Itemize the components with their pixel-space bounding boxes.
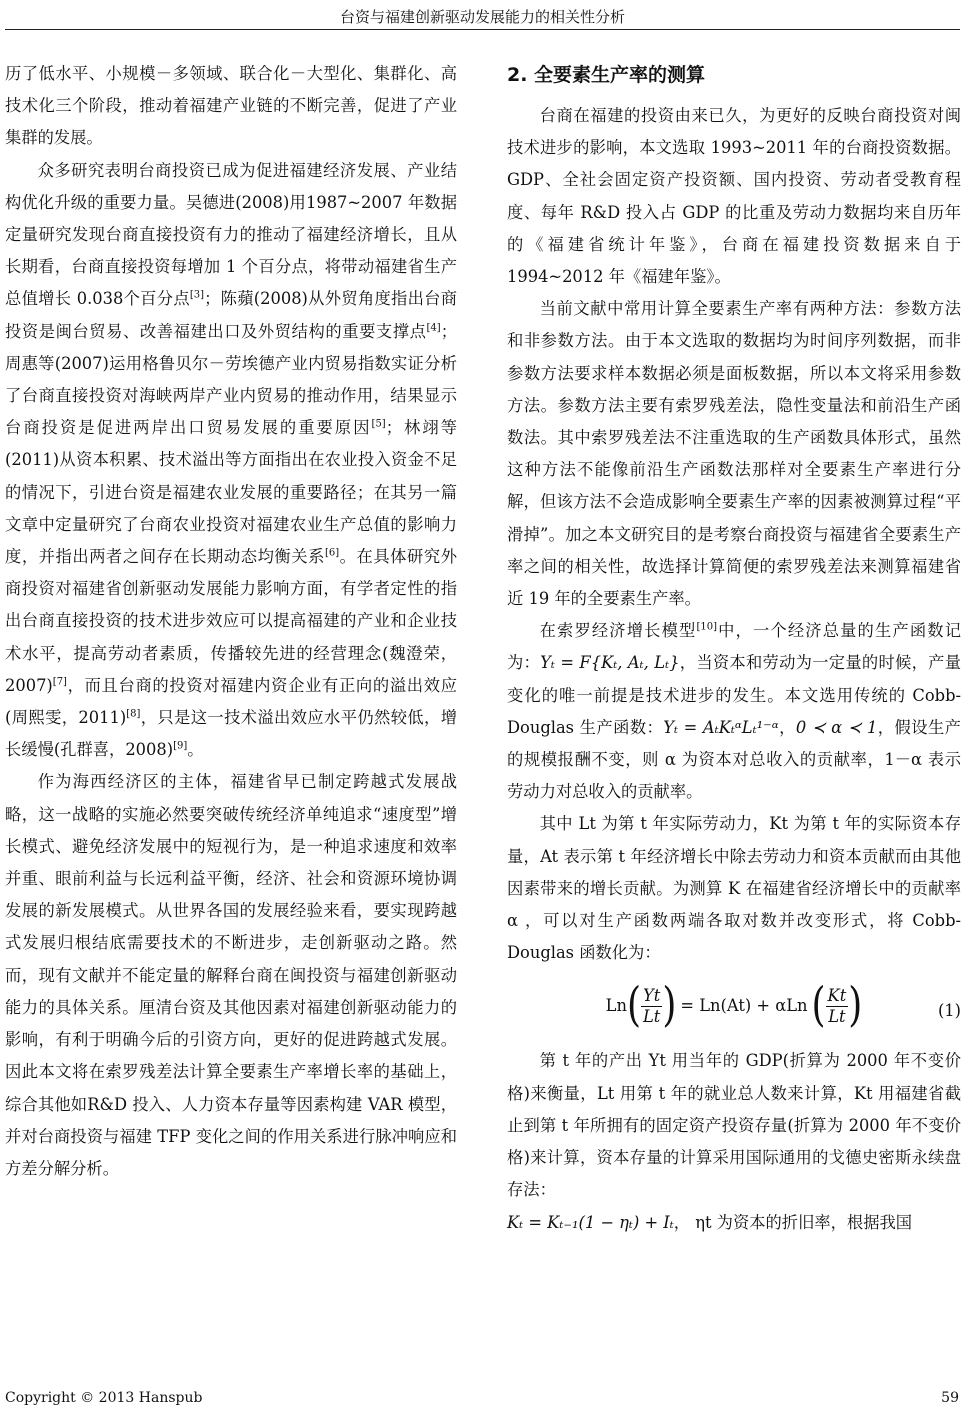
text-span: 中，一个经济总量的生产函数记为：	[507, 621, 961, 673]
denominator: Lt	[643, 1006, 661, 1026]
text-span: 。在具体研究外商投资对福建省创新驱动发展能力影响方面，有学者定性的指出台商直接投资的技术进步效应可以提高福建的产业和企业技术水平，提高劳动者素质，传播较先进的经营理念(魏澄荣，2007)	[5, 547, 457, 695]
page-number: 59	[941, 1390, 959, 1406]
text-span: ， ηt 为资本的折旧率，根据我国	[673, 1212, 913, 1232]
text-span: ，而且台商的投资对福建内资企业有正向的溢出效应(周熙雯，2011)	[5, 675, 457, 728]
paragraph: 作为海西经济区的主体，福建省早已制定跨越式发展战略，这一战略的实施必然要突破传统经济单纯追求“速度型”增长模式、避免经济发展中的短视行为，是一种追求速度和效率并重、眼前利益与长远利益平衡，经济、社会和资源环境协调发展的新发展模式。从世界各国的发展经验来看，要实现跨越式发展归根结底需要技术的不断进步，走创新驱动之路。然而，现有文献并不能定量的解释台商在闽投资与福建创新驱动能力的具体关系。厘清台资及其他因素对福建创新驱动能力的影响，有利于明确今后的引资方向，更好的促进跨越式发展。因此本文将在索罗残差法计算全要素生产率增长率的基础上，综合其他如R&D 投入、人力资本存量等因素构建 VAR 模型，并对台商投资与福建 TFP 变化之间的作用关系进行脉冲响应和方差分解分析。	[5, 772, 457, 1178]
citation: [4]	[426, 322, 441, 334]
inline-formula: Yₜ = AₜKₜᵅLₜ¹⁻ᵅ	[663, 717, 779, 737]
fraction	[826, 986, 849, 1027]
paragraph: 其中 Lt 为第 t 年实际劳动力，Kt 为第 t 年的实际资本存量，At 表示第 t 年经济增长中除去劳动力和资本贡献而由其他因素带来的增长贡献。为测算 K 在福建省经济增长中的贡献率 α ，可以对生产函数两端各取对数并改变形式，将 Cobb-Douglas 函数化为：	[507, 814, 961, 963]
eq-ln: Ln	[605, 996, 627, 1016]
running-header: 台资与福建创新驱动发展能力的相关性分析	[339, 8, 625, 26]
text-span: ，假设生产的规模报酬不变，则 α 为资本对总收入的贡献率，1－α 表示劳动力对总收入的贡献率。	[507, 717, 961, 802]
equation-number: (1)	[937, 1001, 961, 1021]
inline-formula: Kₜ = Kₜ₋₁(1 − ηₜ) + Iₜ	[507, 1212, 674, 1232]
right-column	[507, 58, 961, 1239]
left-paren: (	[811, 979, 826, 1033]
paragraph: 台商在福建的投资由来已久，为更好的反映台商投资对闽技术进步的影响，本文选取 1993~2011 年的台商投资数据。GDP、全社会固定资产投资额、国内投资、劳动者受教育程度、每年 R&D 投入占 GDP 的比重及劳动力数据均来自历年的《福建省统计年鉴》，台商在福建投资数据来自于 1994~2012 年《福建年鉴》。	[507, 106, 961, 287]
citation: [3]	[189, 290, 205, 301]
text-span: ；周惠等(2007)运用格鲁贝尔－劳埃德产业内贸易指数实证分析了台商直接投资对海峡两岸产业内贸易的推动作用，结果显示台商投资是促进两岸出口贸易发展的重要原因	[5, 321, 457, 438]
inline-formula: Yₜ = F{Kₜ, Aₜ, Lₜ}	[540, 653, 680, 673]
left-paren: (	[626, 979, 642, 1033]
eq-middle: = Ln(At) + αLn	[680, 996, 808, 1016]
right-paren: )	[848, 979, 863, 1033]
inline-formula: 0 ≺ α ≺ 1	[795, 717, 878, 737]
text-span: 众多研究表明台商投资已成为促进福建经济发展、产业结构优化升级的重要力量。吴德进(2008)用1987~2007 年数据定量研究发现台商直接投资有力的推动了福建经济增长，且从长期看，台商直接投资每增加 1 个百分点，将带动福建省生产总值增长 0.038个百分点	[5, 160, 457, 309]
right-paren: )	[662, 979, 677, 1033]
paragraph	[5, 155, 457, 767]
text-span: ，当资本和劳动为一定量的时候，产量变化的唯一前提是技术进步的发生。本文选用传统的 Cobb-Douglas 生产函数：	[507, 653, 961, 737]
text-span: ；陈蘋(2008)从外贸角度指出台商投资是闽台贸易、改善福建出口及外贸结构的重要支撑点	[5, 289, 457, 341]
text-span: ，	[778, 717, 796, 737]
citation: [7]	[52, 676, 67, 688]
citation: [10]	[696, 621, 717, 633]
denominator: Lt	[828, 1006, 846, 1026]
numerator: Yt	[643, 985, 661, 1005]
text-span: 在索罗经济增长模型	[539, 621, 697, 641]
header-rule	[5, 29, 960, 30]
paragraph: 历了低水平、小规模－多领域、联合化－大型化、集群化、高技术化三个阶段，推动着福建产业链的不断完善，促进了产业集群的发展。	[5, 64, 457, 148]
text-span: 。	[187, 740, 204, 760]
paragraph: 当前文献中常用计算全要素生产率有两种方法：参数方法和非参数方法。由于本文选取的数据均为时间序列数据，而非参数方法要求样本数据必须是面板数据，所以本文将采用参数方法。参数方法主要有索罗残差法，隐性变量法和前沿生产函数法。其中索罗残差法不注重选取的生产函数具体形式，虽然这种方法不能像前沿生产函数法那样对全要素生产率进行分解，但该方法不会造成影响全要素生产率的因素被测算过程“平滑掉”。加之本文研究目的是考察台商投资与福建省全要素生产率之间的相关性，故选择计算简便的索罗残差法来测算福建省近 19 年的全要素生产率。	[507, 299, 961, 609]
paragraph: 第 t 年的产出 Yt 用当年的 GDP(折算为 2000 年不变价格)来衡量，Lt 用第 t 年的就业总人数来计算，Kt 用福建省截止到第 t 年所拥有的固定资产投资存量(折算为 2000 年不变价格)来计算，资本存量的计算采用国际通用的戈德史密斯永续盘存法：	[507, 1051, 961, 1200]
paragraph	[507, 1207, 961, 1239]
paragraph	[507, 615, 961, 808]
section-heading: 2. 全要素生产率的测算	[507, 64, 706, 86]
left-column	[5, 58, 457, 1185]
display-equation	[507, 973, 961, 1039]
text-span: ；林翊等(2011)从资本积累、技术溢出等方面指出在农业投入资金不足的情况下，引进台资是福建农业发展的重要路径；在其另一篇文章中定量研究了台商农业投资对福建农业生产总值的影响力度，并指出两者之间存在长期动态均衡关系	[5, 418, 457, 567]
citation: [9]	[173, 740, 188, 752]
citation: [5]	[371, 418, 386, 430]
numerator: Kt	[827, 985, 847, 1005]
footer-copyright: Copyright © 2013 Hanspub	[5, 1390, 203, 1406]
citation: [8]	[126, 708, 141, 720]
text-span: ，只是这一技术溢出效应水平仍然较低，增长缓慢(孔群喜，2008)	[5, 708, 457, 760]
citation: [6]	[324, 547, 340, 559]
fraction	[641, 986, 662, 1027]
